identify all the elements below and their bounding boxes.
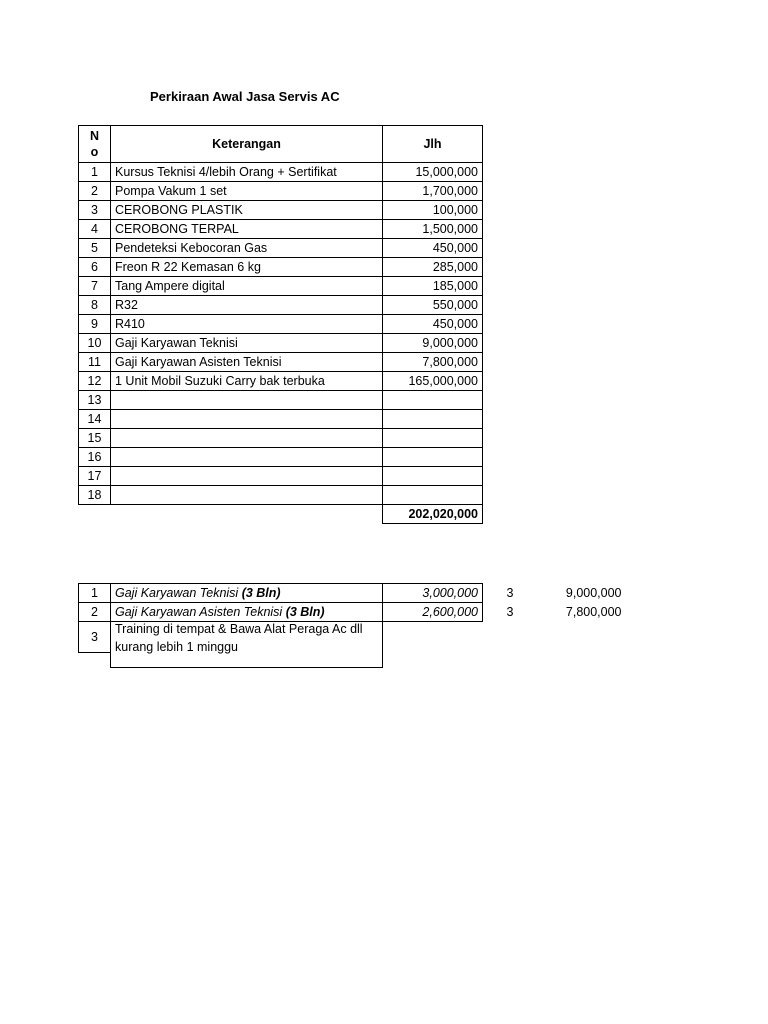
row-number: 16	[79, 448, 111, 467]
row-number: 6	[79, 258, 111, 277]
row-description	[111, 467, 383, 486]
table-row	[79, 220, 483, 239]
row-amount	[383, 429, 483, 448]
row-amount: 185,000	[383, 277, 483, 296]
total-amount: 202,020,000	[383, 505, 483, 524]
salary-row-description	[111, 584, 383, 603]
row-description: R32	[111, 296, 383, 315]
row-description: R410	[111, 315, 383, 334]
training-spacer	[79, 653, 111, 668]
row-description: CEROBONG PLASTIK	[111, 201, 383, 220]
table-row	[79, 372, 483, 391]
table-row	[79, 201, 483, 220]
table-row	[79, 239, 483, 258]
salary-duration: (3 Bln)	[241, 586, 281, 600]
row-number: 2	[79, 182, 111, 201]
row-number: 14	[79, 410, 111, 429]
salary-total: 7,800,000	[565, 605, 622, 619]
salary-row-description	[111, 603, 383, 622]
table-row	[79, 334, 483, 353]
table-row	[79, 391, 483, 410]
row-description: Pendeteksi Kebocoran Gas	[111, 239, 383, 258]
header-keterangan: Keterangan	[111, 126, 383, 163]
row-description: Gaji Karyawan Teknisi	[111, 334, 383, 353]
row-amount: 165,000,000	[383, 372, 483, 391]
table-row	[79, 486, 483, 505]
row-amount: 15,000,000	[383, 163, 483, 182]
row-number: 7	[79, 277, 111, 296]
salary-desc-text: Gaji Karyawan Teknisi	[115, 586, 242, 600]
row-amount: 9,000,000	[383, 334, 483, 353]
table-row	[79, 277, 483, 296]
row-number: 13	[79, 391, 111, 410]
row-description: Gaji Karyawan Asisten Teknisi	[111, 353, 383, 372]
header-no	[79, 126, 111, 163]
row-description: Kursus Teknisi 4/lebih Orang + Sertifikat	[111, 163, 383, 182]
row-description	[111, 486, 383, 505]
salary-row-number: 1	[79, 584, 111, 603]
salary-monthly-amount: 3,000,000	[383, 584, 483, 603]
table-row	[79, 429, 483, 448]
table-row	[79, 410, 483, 429]
table-row	[79, 182, 483, 201]
row-number: 15	[79, 429, 111, 448]
row-number: 12	[79, 372, 111, 391]
salary-total: 9,000,000	[565, 586, 622, 600]
row-description: 1 Unit Mobil Suzuki Carry bak terbuka	[111, 372, 383, 391]
header-no-line2: o	[90, 145, 99, 159]
table-row	[79, 315, 483, 334]
table-row	[79, 353, 483, 372]
row-amount	[383, 486, 483, 505]
header-no-line1: N	[89, 129, 100, 143]
row-number: 9	[79, 315, 111, 334]
cost-table	[78, 125, 483, 524]
total-spacer	[79, 505, 111, 524]
salary-row	[79, 603, 626, 622]
training-line-2: kurang lebih 1 minggu	[115, 640, 238, 654]
training-row-number: 3	[79, 622, 111, 653]
total-row	[79, 505, 483, 524]
row-number: 11	[79, 353, 111, 372]
table-row	[79, 163, 483, 182]
salary-table	[78, 583, 626, 668]
row-amount	[383, 410, 483, 429]
row-description	[111, 448, 383, 467]
row-number: 5	[79, 239, 111, 258]
row-amount: 450,000	[383, 239, 483, 258]
table-row	[79, 467, 483, 486]
salary-monthly-amount: 2,600,000	[383, 603, 483, 622]
table-header-row	[79, 126, 483, 163]
row-number: 10	[79, 334, 111, 353]
document-title: Perkiraan Awal Jasa Servis AC	[150, 89, 340, 104]
row-description: Tang Ampere digital	[111, 277, 383, 296]
row-number: 4	[79, 220, 111, 239]
row-number: 1	[79, 163, 111, 182]
row-number: 8	[79, 296, 111, 315]
row-amount	[383, 448, 483, 467]
salary-row-number: 2	[79, 603, 111, 622]
row-description: Freon R 22 Kemasan 6 kg	[111, 258, 383, 277]
row-description	[111, 429, 383, 448]
row-description: CEROBONG TERPAL	[111, 220, 383, 239]
total-spacer	[111, 505, 383, 524]
salary-multiplier: 3	[506, 586, 514, 600]
salary-desc-text: Gaji Karyawan Asisten Teknisi	[115, 605, 286, 619]
training-line-1: Training di tempat & Bawa Alat Peraga Ac dll	[115, 622, 363, 636]
salary-duration: (3 Bln)	[285, 605, 325, 619]
training-row	[79, 622, 626, 653]
header-jlh: Jlh	[383, 126, 483, 163]
row-amount: 1,500,000	[383, 220, 483, 239]
table-row	[79, 296, 483, 315]
row-description	[111, 410, 383, 429]
row-amount	[383, 467, 483, 486]
row-amount: 285,000	[383, 258, 483, 277]
table-row	[79, 258, 483, 277]
row-description	[111, 391, 383, 410]
table-row	[79, 448, 483, 467]
row-amount: 100,000	[383, 201, 483, 220]
salary-multiplier: 3	[506, 605, 514, 619]
row-amount: 7,800,000	[383, 353, 483, 372]
row-number: 17	[79, 467, 111, 486]
row-amount	[383, 391, 483, 410]
row-amount: 1,700,000	[383, 182, 483, 201]
row-number: 3	[79, 201, 111, 220]
row-amount: 550,000	[383, 296, 483, 315]
salary-row	[79, 584, 626, 603]
row-number: 18	[79, 486, 111, 505]
training-description	[111, 622, 383, 668]
row-amount: 450,000	[383, 315, 483, 334]
row-description: Pompa Vakum 1 set	[111, 182, 383, 201]
